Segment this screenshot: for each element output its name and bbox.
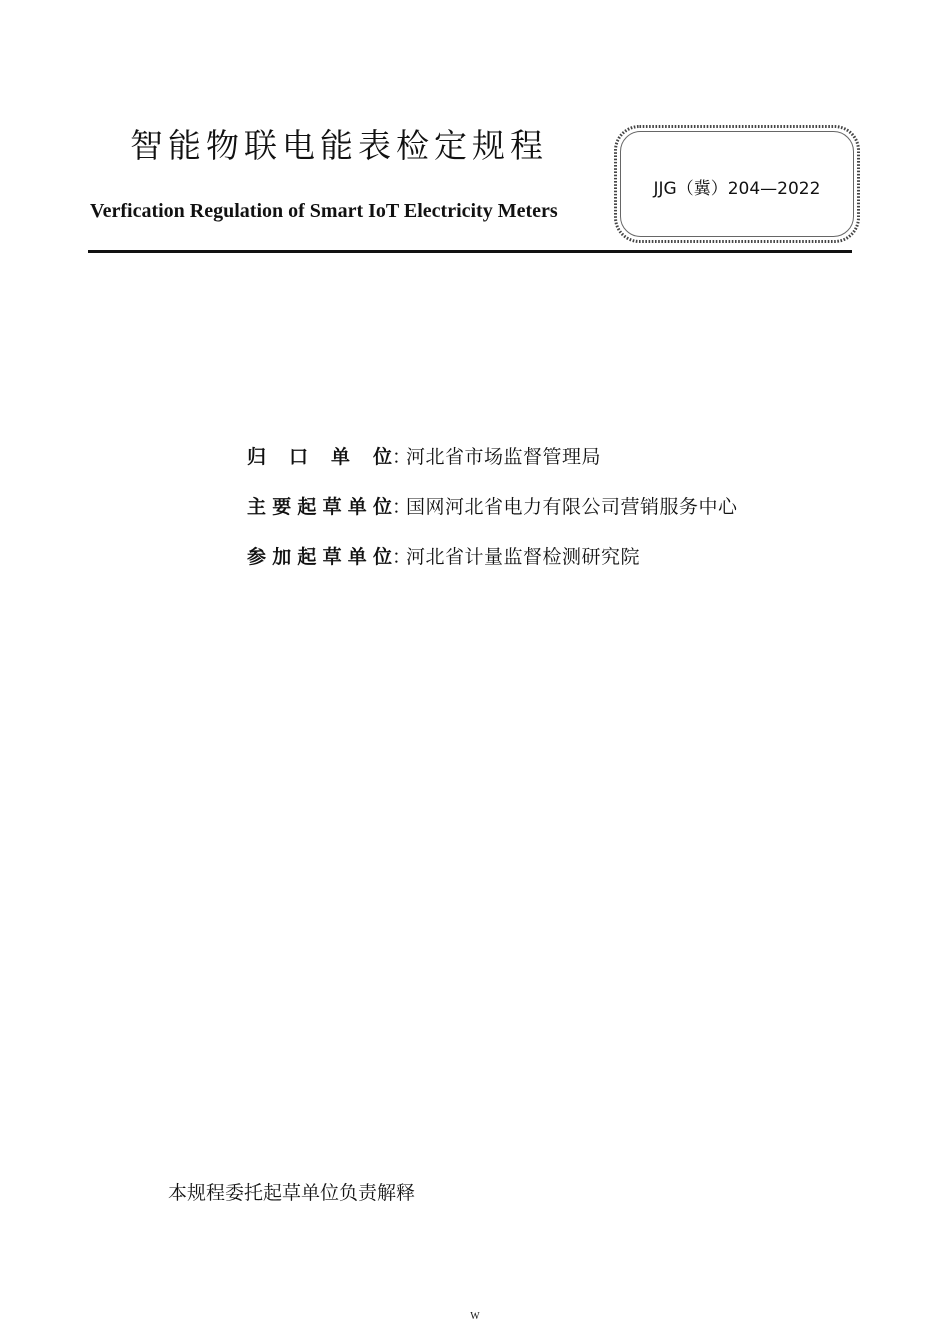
standard-code: JJG（冀）204—2022 [653, 179, 821, 199]
interpretation-note: 本规程委托起草单位负责解释 [168, 1182, 416, 1204]
header-divider [88, 250, 852, 253]
unit-label: 归口单位 [247, 445, 392, 468]
unit-value: 河北省计量监督检测研究院 [406, 545, 641, 568]
unit-row-responsible [247, 430, 738, 480]
document-title-chinese: 智能物联电能表检定规程 [130, 126, 548, 165]
unit-value: 国网河北省电力有限公司营销服务中心 [406, 495, 738, 518]
unit-colon: ： [392, 495, 412, 518]
unit-label: 参加起草单位 [247, 545, 392, 568]
unit-label: 主要起草单位 [247, 495, 392, 518]
unit-colon: ： [392, 545, 412, 568]
unit-row-participating-drafter [247, 530, 738, 580]
standard-code-box [613, 124, 861, 244]
unit-value: 河北省市场监督管理局 [406, 445, 602, 468]
unit-colon: ： [392, 445, 412, 468]
unit-row-main-drafter [247, 480, 738, 530]
drafting-units-list [247, 430, 738, 580]
page-mark: W [470, 1311, 480, 1322]
document-title-english: Verfication Regulation of Smart IoT Electricity Meters [90, 200, 558, 222]
